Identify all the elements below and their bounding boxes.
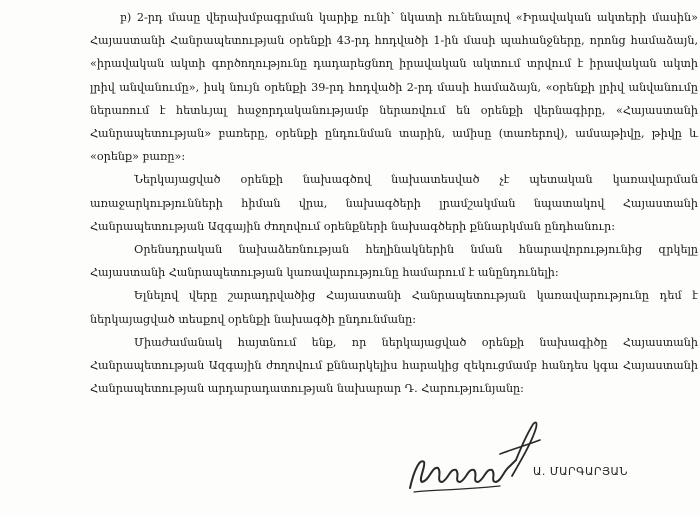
paragraph-2: Ներկայացված օրենքի նախագծով նախատեսված չէ պետական կառավարման առաջարկությունների հիման վրա, նախագծերի լրամշակման նպատակով Հայաստանի Հանրապետության Ազգային ժողովում օրենքների նախագծերի քննարկման ընդհանուր: [90,173,698,233]
paragraph-5: Միաժամանակ հայտնում ենք, որ ներկայացված օրենքի նախագիծը Հայաստանի Հանրապետության Ազգային ժողովում քննարկելիս հարակից զեկուցմամբ հանդես կգա Հայաստանի Հանրապետության արդարադատության նախարար Դ. Հարությունյանը: [90,335,698,396]
handwritten-signature [400,410,580,500]
paragraph-b-point: բ) 2-րդ մասը վերախմբագրման կարիք ունի՝ նկատի ունենալով «Իրավական ակտերի մասին» Հայաստանի Հանրապետության օրենքի 43-րդ հոդվածի 1-ին մասի պահանջները, որոնց համաձայն, «իրավական ակտի գործողությունը դադարեցնող իրավական ակտում տրվում է իրավական ակտի լրիվ անվանումը», իսկ նույն օրենքի 39-րդ հոդվածի 2-րդ մասի համաձայն, «օրենքի լրիվ անվանումը ներառում է հետևյալ հաջորդականությամբ ներառվում են օրենքի վերնագիրը, «Հայաստանի Հանրապետության» բառերը, օրենքի ընդունման տարին, ամիսը (տառերով), ամսաթիվը, թիվը և «օրենք» բառը»: [90,11,698,164]
signer-name: Ա. ՄԱՐԳԱՐՅԱՆ [533,465,628,478]
paragraph-4: Ելնելով վերը շարադրվածից Հայաստանի Հանրապետության կառավարությունը դեմ է ներկայացված տեսքով օրենքի նախագծի ընդունմանը: [90,289,698,326]
document-body [90,6,698,400]
paragraph-3: Օրենսդրական նախաձեռնության հեղինակներին նման հնարավորությունից զրկելը Հայաստանի Հանրապետության կառավարությունը համարում է անընդունելի: [90,243,698,280]
